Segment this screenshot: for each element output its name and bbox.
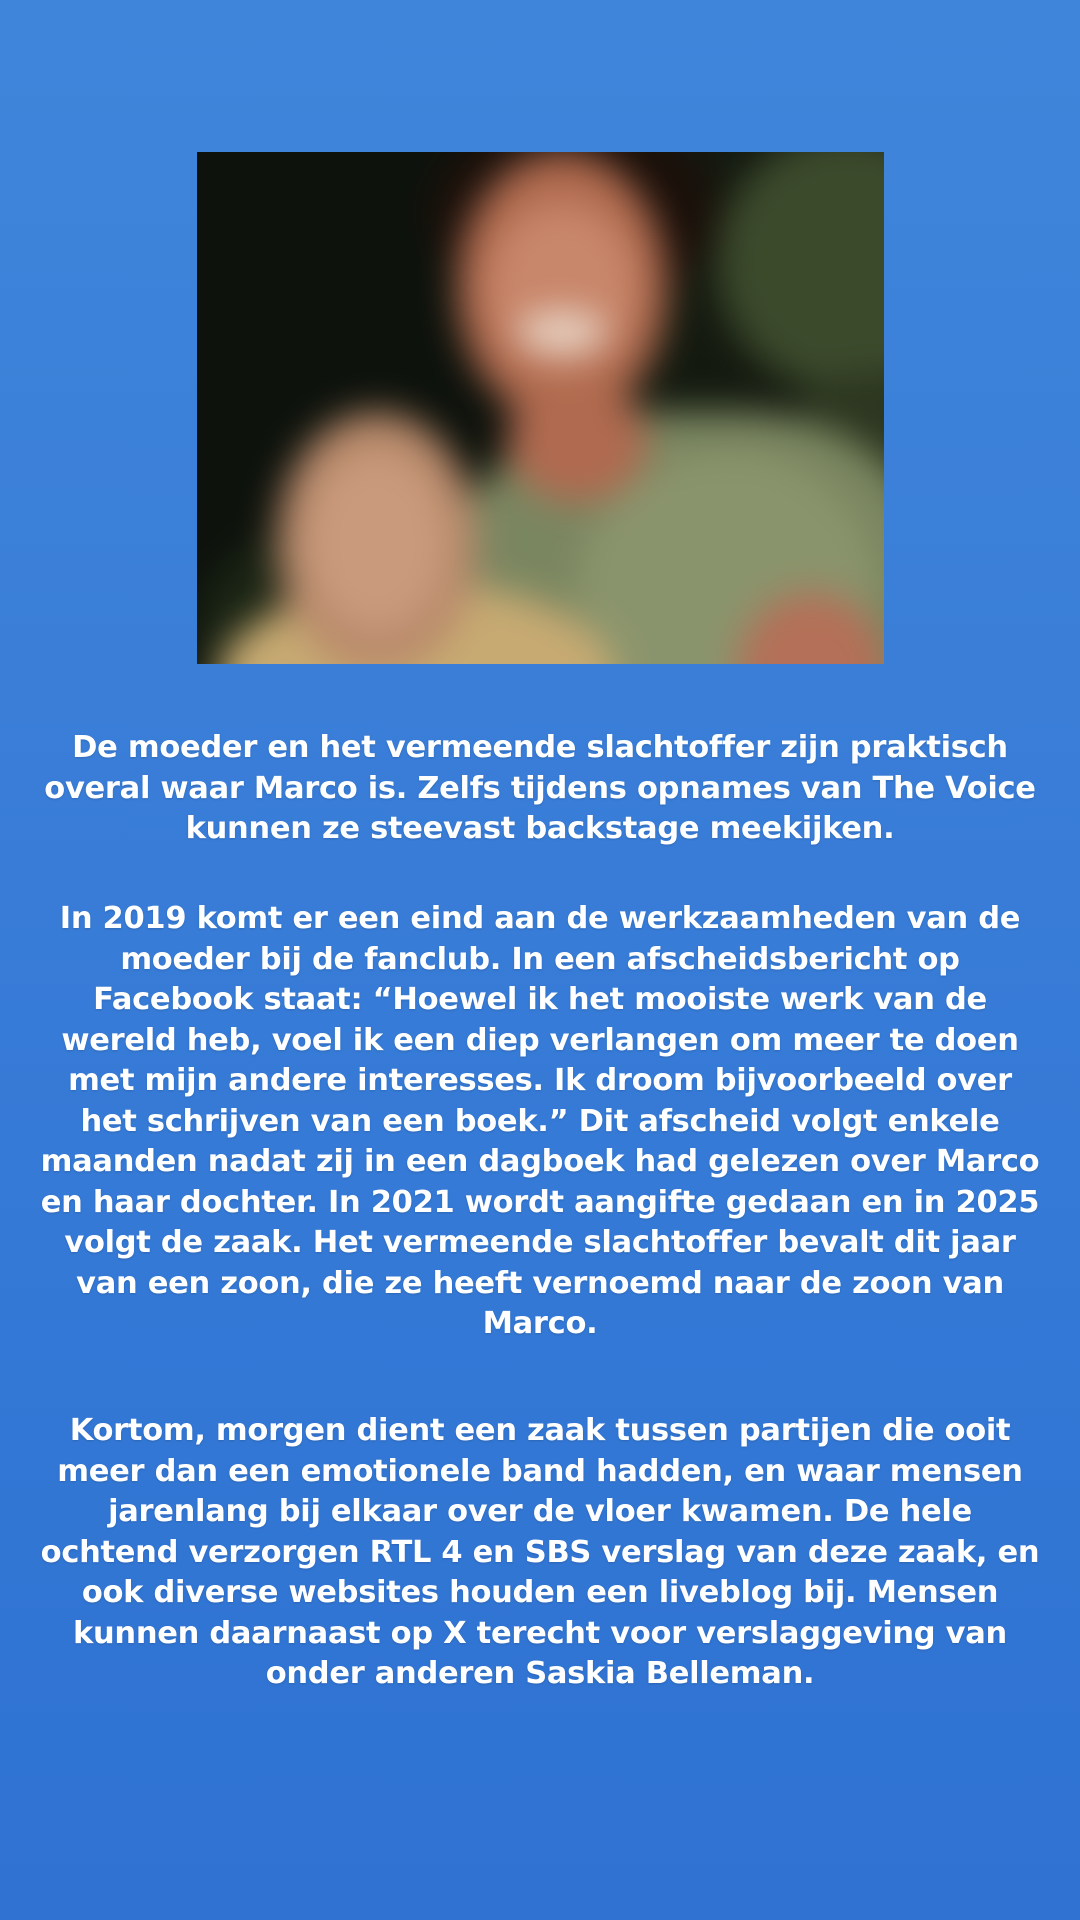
blurred-photo <box>197 152 884 664</box>
photo-shape <box>717 152 884 392</box>
photo-shape <box>517 312 607 352</box>
photo-shape <box>307 452 447 632</box>
story-paragraph-3: Kortom, morgen dient een zaak tussen partijen die ooit meer dan een emotionele band hadden, en waar mensen jarenlang bij elkaar over de vloer kwamen. De hele ochtend verzorgen RTL 4 en SBS verslag van deze zaak, en ook diverse websites houden een liveblog bij. Mensen kunnen daarnaast op X terecht voor verslaggeving van onder anderen Saskia Belleman. <box>40 1413 1040 1691</box>
story-paragraph-1: De moeder en het vermeende slachtoffer zijn praktisch overal waar Marco is. Zelfs tijdens opnames van The Voice kunnen ze steevast backstage meekijken. <box>44 730 1036 846</box>
blurred-photo-icon <box>197 152 884 664</box>
story-paragraph-2: In 2019 komt er een eind aan de werkzaamheden van de moeder bij de fanclub. In een afscheidsbericht op Facebook staat: “Hoewel ik het mooiste werk van de wereld heb, voel ik een diep verlangen om meer te doen met mijn andere interesses. Ik droom bijvoorbeeld over het schrijven van een boek.” Dit afscheid volgt enkele maanden nadat zij in een dagboek had gelezen over Marco en haar dochter. In 2021 wordt aangifte gedaan en in 2025 volgt de zaak. Het vermeende slachtoffer bevalt dit jaar van een zoon, die ze heeft vernoemd naar de zoon van Marco. <box>40 901 1040 1341</box>
